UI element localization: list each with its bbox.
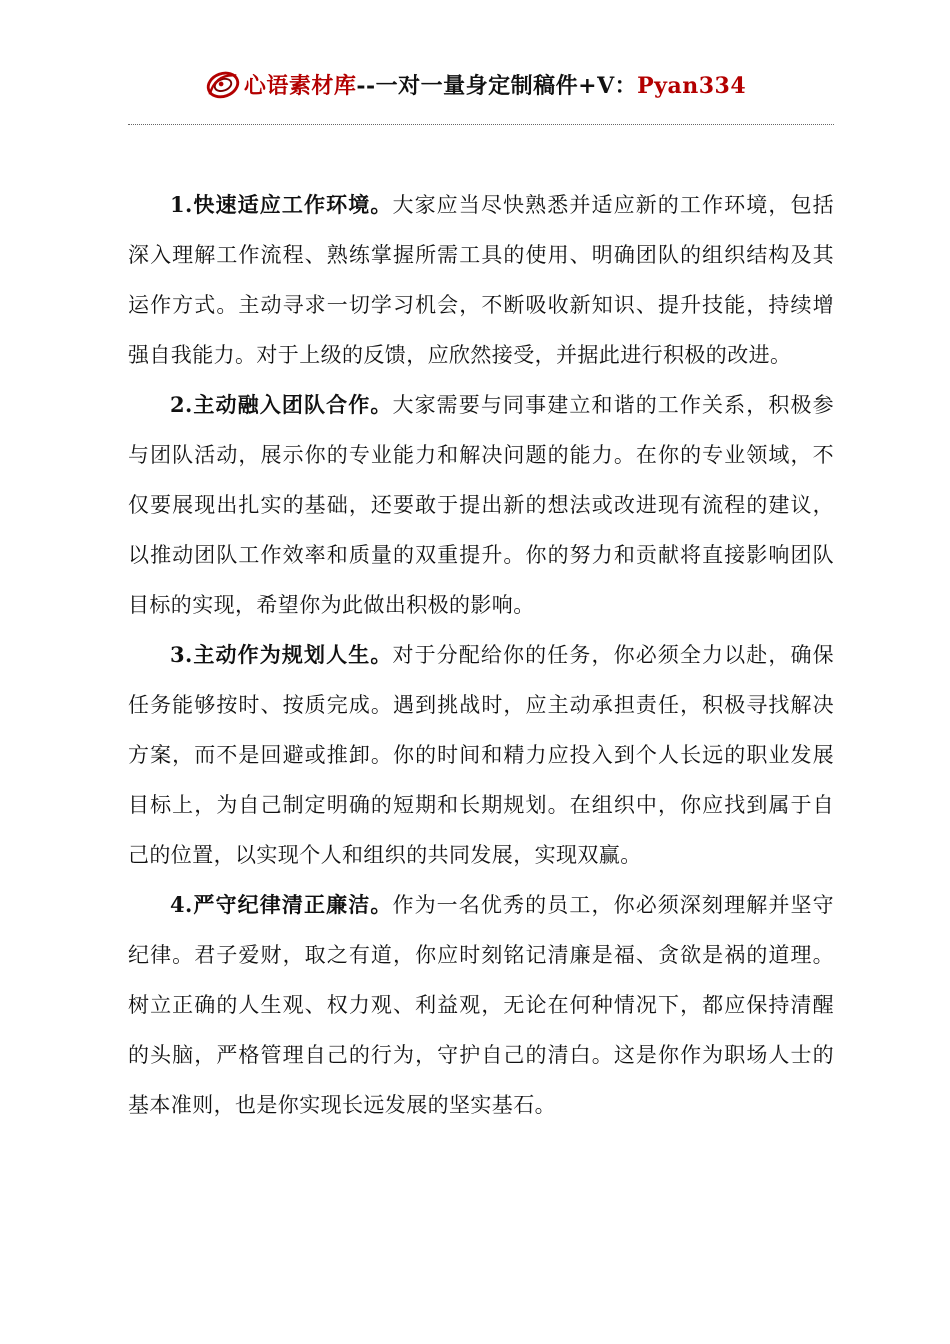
paragraph-2 xyxy=(128,380,834,630)
header-divider xyxy=(128,124,834,125)
paragraph-heading: 3.主动作为规划人生。 xyxy=(170,642,393,667)
brand-name: 心语素材库 xyxy=(243,72,357,99)
paragraph-3 xyxy=(128,630,834,880)
paragraph-heading: 2.主动融入团队合作。 xyxy=(170,392,393,417)
header-tagline: --一对一量身定制稿件+V： xyxy=(356,72,638,99)
header-contact: Pyan334 xyxy=(637,72,747,99)
paragraph-1 xyxy=(128,180,834,380)
paragraph-text: 大家需要与同事建立和谐的工作关系，积极参与团队活动，展示你的专业能力和解决问题的能力。在你的专业领域，不仅要展现出扎实的基础，还要敢于提出新的想法或改进现有流程的建议，以推动团队工作效率和质量的双重提升。你的努力和贡献将直接影响团队目标的实现，希望你为此做出积极的影响。 xyxy=(128,393,834,617)
red-swirl-logo-icon xyxy=(204,66,242,102)
document-body xyxy=(128,180,834,1130)
paragraph-4 xyxy=(128,880,834,1130)
paragraph-text: 作为一名优秀的员工，你必须深刻理解并坚守纪律。君子爱财，取之有道，你应时刻铭记清廉是福、贪欲是祸的道理。树立正确的人生观、权力观、利益观，无论在何种情况下，都应保持清醒的头脑，严格管理自己的行为，守护自己的清白。这是你作为职场人士的基本准则，也是你实现长远发展的坚实基石。 xyxy=(128,893,834,1117)
paragraph-text: 大家应当尽快熟悉并适应新的工作环境，包括深入理解工作流程、熟练掌握所需工具的使用、明确团队的组织结构及其运作方式。主动寻求一切学习机会，不断吸收新知识、提升技能，持续增强自我能力。对于上级的反馈，应欣然接受，并据此进行积极的改进。 xyxy=(128,193,834,367)
page-header xyxy=(0,62,950,106)
paragraph-heading: 4.严守纪律清正廉洁。 xyxy=(170,892,393,917)
paragraph-heading: 1.快速适应工作环境。 xyxy=(170,192,393,217)
header-title xyxy=(244,69,746,100)
paragraph-text: 对于分配给你的任务，你必须全力以赴，确保任务能够按时、按质完成。遇到挑战时，应主动承担责任，积极寻找解决方案，而不是回避或推卸。你的时间和精力应投入到个人长远的职业发展目标上，为自己制定明确的短期和长期规划。在组织中，你应找到属于自己的位置，以实现个人和组织的共同发展，实现双赢。 xyxy=(128,643,834,867)
